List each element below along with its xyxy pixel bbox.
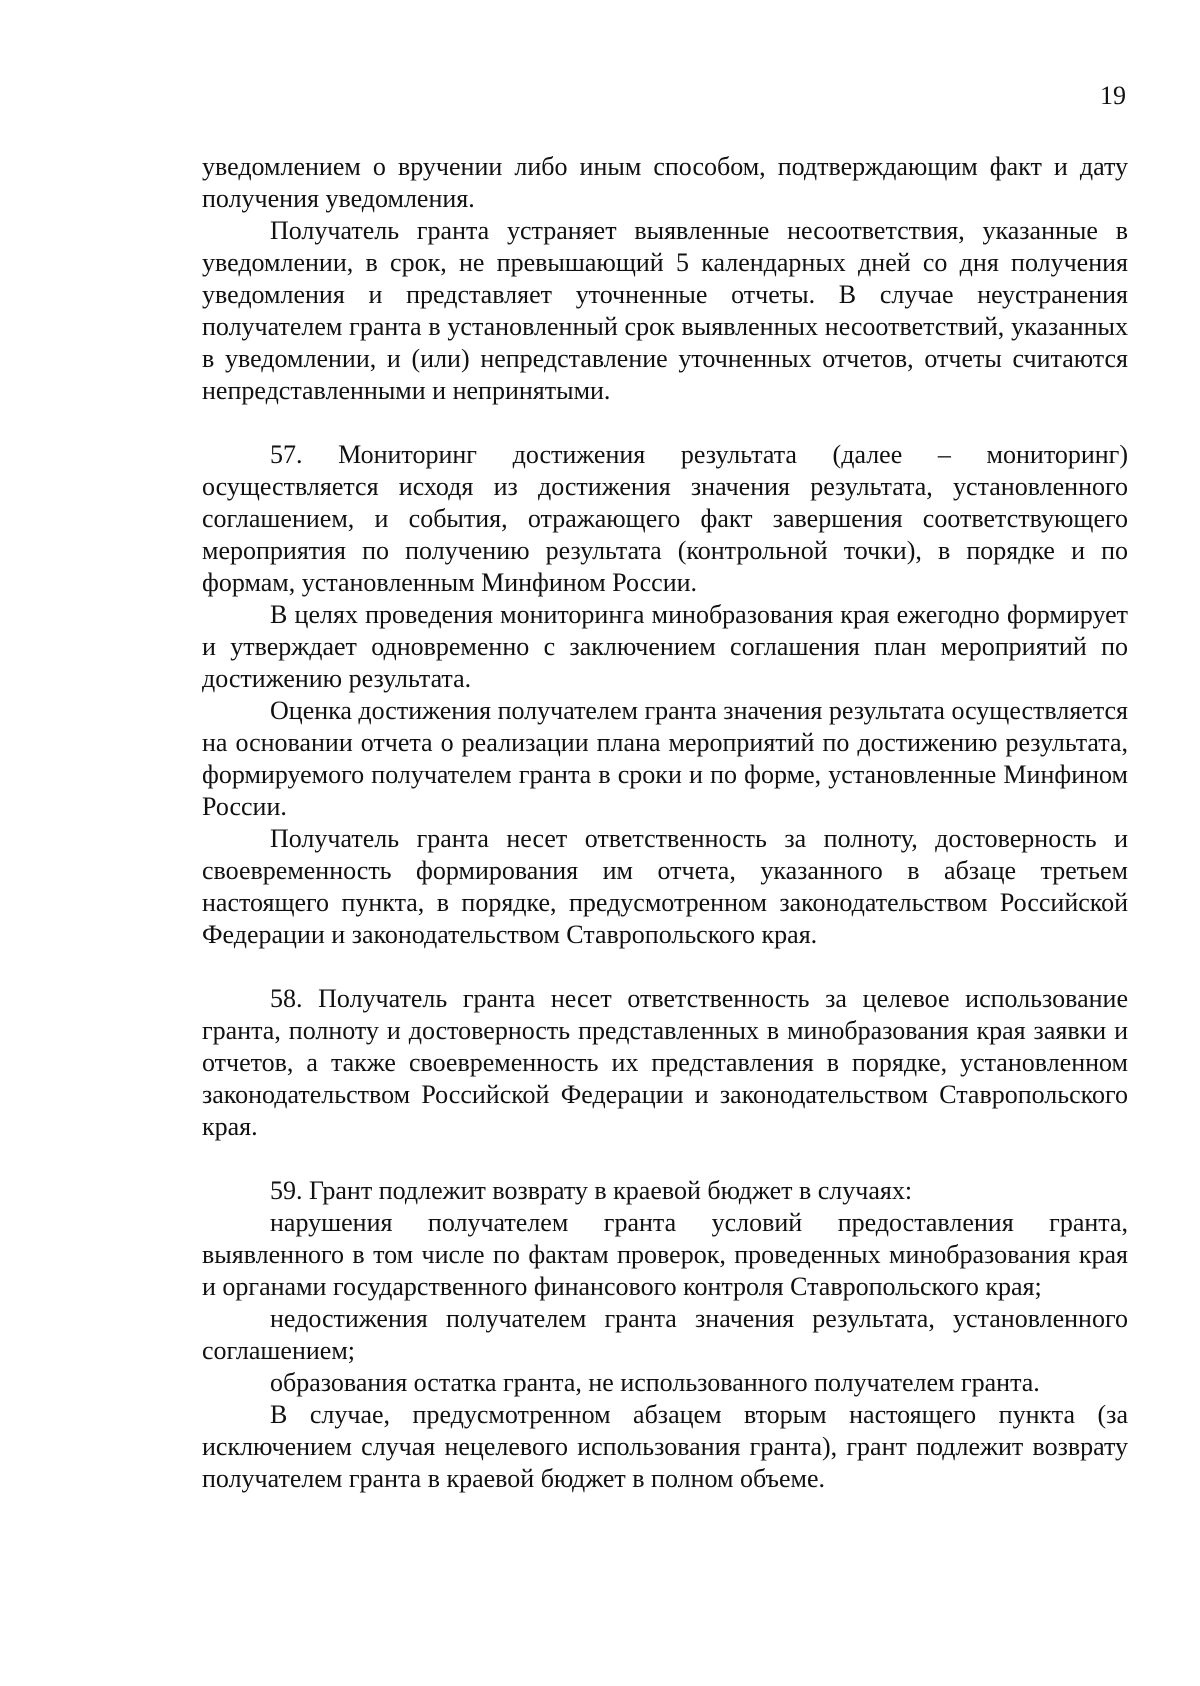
page-number: 19 <box>1100 81 1126 110</box>
paragraph-item-59: 59. Грант подлежит возврату в краевой бюджет в случаях: <box>270 1176 913 1205</box>
paragraph-notification-end: уведомлением о вручении либо иным способом, подтверждающим факт и дату получения уведомления. <box>202 152 1128 213</box>
document-body <box>202 151 1128 1495</box>
paragraph-item-57: 57. Мониторинг достижения результата (далее – мониторинг) осуществляется исходя из достижения значения результата, установленного соглашением, и события, отражающего факт завершения соответствующего мероприятия по получению результата (контрольной точки), в порядке и по формам, установленным Минфином России. <box>202 440 1128 597</box>
paragraph-case-remainder: образования остатка гранта, не использованного получателем гранта. <box>270 1368 1040 1397</box>
paragraph-item-58: 58. Получатель гранта несет ответственность за целевое использование гранта, полноту и достоверность представленных в минобразования края заявки и отчетов, а также своевременность их представления в порядке, установленном законодательством Российской Федерации и законодательством Ставропольского края. <box>202 984 1128 1141</box>
paragraph-assessment: Оценка достижения получателем гранта значения результата осуществляется на основании отчета о реализации плана мероприятий по достижению результата, формируемого получателем гранта в сроки и по форме, установленные Минфином России. <box>202 696 1128 821</box>
paragraph-monitoring-plan: В целях проведения мониторинга минобразования края ежегодно формирует и утверждает одновременно с заключением соглашения план мероприятий по достижению результата. <box>202 600 1128 693</box>
paragraph-responsibility-report: Получатель гранта несет ответственность за полноту, достоверность и своевременность формирования им отчета, указанного в абзаце третьем настоящего пункта, в порядке, предусмотренном законодательством Российской Федерации и законодательством Ставропольского края. <box>202 824 1128 949</box>
paragraph-case-not-achieved: недостижения получателем гранта значения результата, установленного соглашением; <box>202 1304 1128 1365</box>
paragraph-full-refund: В случае, предусмотренном абзацем вторым настоящего пункта (за исключением случая нецелевого использования гранта), грант подлежит возврату получателем гранта в краевой бюджет в полном объеме. <box>202 1400 1128 1493</box>
paragraph-corrections: Получатель гранта устраняет выявленные несоответствия, указанные в уведомлении, в срок, не превышающий 5 календарных дней со дня получения уведомления и представляет уточненные отчеты. В случае неустранения получателем гранта в установленный срок выявленных несоответствий, указанных в уведомлении, и (или) непредставление уточненных отчетов, отчеты считаются непредставленными и непринятыми. <box>202 216 1128 405</box>
paragraph-case-violation: нарушения получателем гранта условий предоставления гранта, выявленного в том числе по фактам проверок, проведенных минобразования края и органами государственного финансового контроля Ставропольского края; <box>202 1208 1128 1301</box>
